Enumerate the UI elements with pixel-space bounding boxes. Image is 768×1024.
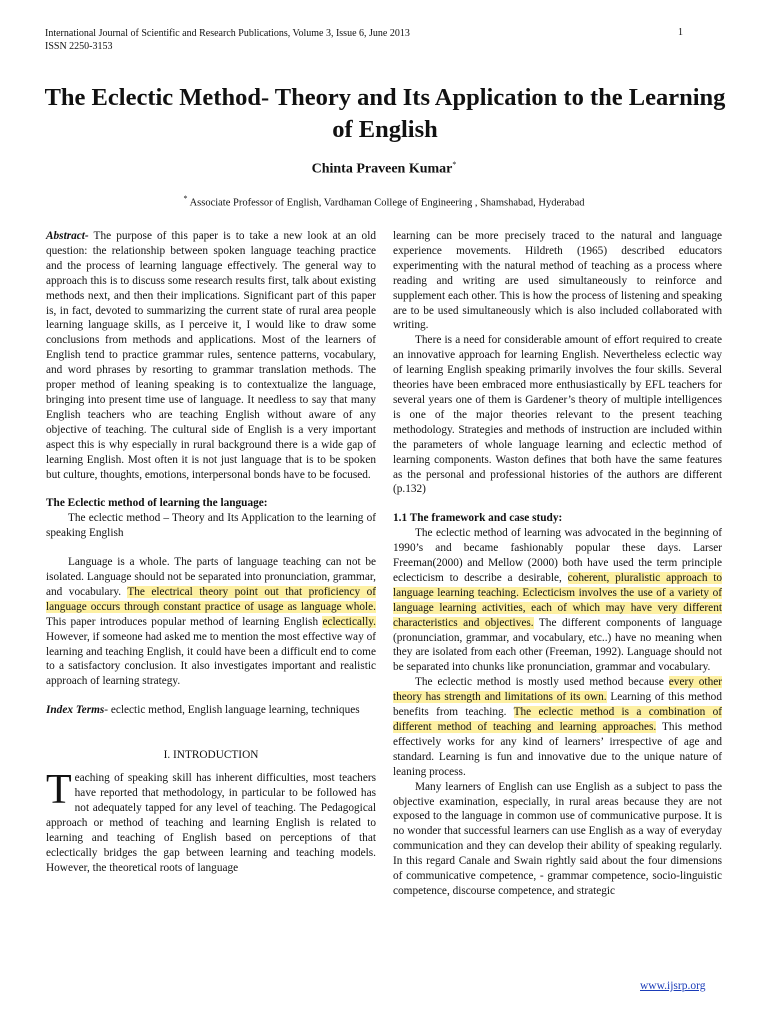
affiliation-footnote-mark: * [183, 194, 188, 203]
eclectic-heading: The Eclectic method of learning the language: [46, 497, 268, 510]
drop-cap: T [46, 767, 72, 814]
highlight-every-other-theory: every other theory has strength and limitations of its own. [393, 676, 722, 704]
author-name: Chinta Praveen Kumar [311, 161, 453, 177]
highlight-eclectically: eclectically. [322, 615, 376, 628]
introduction-text: Teaching of speaking skill has inherent difficulties, most teachers have reported that methodology, in particular to be followed has not adequately tapped for any level of teaching. The Pedagogical approach or method of teaching and learning English is related to learning and teaching of English based on perceptions of that eclectically bridges the gap between learning and teaching models. However, the theoretical roots of language [46, 767, 376, 874]
eclectic-para-1: The eclectic method – Theory and Its Application to the learning of speaking English [46, 512, 376, 540]
author-footnote-mark: * [452, 160, 457, 169]
left-column [46, 229, 376, 875]
journal-website-link[interactable]: www.ijsrp.org [640, 980, 706, 992]
introduction-heading: I. INTRODUCTION [163, 749, 259, 762]
affiliation-line [0, 194, 768, 209]
framework-para-2: The eclectic method is mostly used method because every other theory has strength and limitations of its own. Learning of this method benefits from teaching. The eclectic method is a combination of different method of teaching and learning approaches. This method effectively works for any kind of learners’ irrespective of age and standard. Learning is fun and innovative due to the unique nature of leaning process. [393, 676, 722, 778]
right-para-1: learning can be more precisely traced to the natural and language experience movements. Hildreth (1965) described educators experimenting with the natural method of teaching as a process where reading and writing are used simultaneously to reinforce and supplement each other. This is how the process of listening and speaking are to be used simultaneously which is also included collaborated with writing. [393, 230, 722, 332]
running-header [45, 27, 410, 53]
author-line [0, 160, 768, 178]
index-terms-text: - eclectic method, English language learning, techniques [104, 704, 360, 717]
index-terms-label: Index Terms [46, 704, 105, 717]
page-number: 1 [678, 27, 683, 38]
right-column [393, 229, 722, 899]
issn: ISSN 2250-3153 [45, 41, 113, 52]
highlight-coherent-pluralistic: coherent, pluralistic approach to language learning teaching. Eclecticism involves the use of a variety of language learning activities, each of which may have very different characteristics and objectives. [393, 571, 723, 629]
right-para-2: There is a need for considerable amount of effort required to create an innovative approach for learning English. Nevertheless eclectic way of learning English speaking primarily involves the four skills. Several theories have been embraced more enthusiastically by EFL teachers for several years one of them is Gardener’s theory of multiple intelligences is one of the major theories relevant to the present teaching methodology. Strategies and methods of instruction are included within the parameters of whole language learning and eclectic method of learning components. Waston defines that both have the same features as the personal and professional histories of the authors are different (p.132) [393, 334, 722, 496]
index-terms [46, 703, 376, 718]
journal-citation: International Journal of Scientific and Research Publications, Volume 3, Issue 6, June 2013 [45, 28, 410, 39]
abstract [46, 229, 376, 482]
highlight-electrical-theory: The electrical theory point out that proficiency of language occurs through constant practice of usage as language whole. [46, 585, 377, 613]
framework-para-1: The eclectic method of learning was advocated in the beginning of 1990’s and became fashionably popular these days. Larser Freeman(2000) and Mellow (2000) both have used the term principle eclecticism to describe a desirable, coherent, pluralistic approach to language learning teaching. Eclecticism involves the use of a variety of language learning activities, each of which may have very different characteristics and objectives. The different components of language (pronunciation, grammar, and vocabulary, etc..) have no meaning when they are isolated from each other (Freeman, 1992). Language should not be separated into chunks like pronunciation, grammar and vocabulary. [393, 527, 723, 674]
framework-para-3: Many learners of English can use English as a subject to pass the objective examination, especially, in rural areas because they are not exposed to the language in common use of communicative purpose. It is no wonder that successful learners can use English as a way of everyday communication and they can develop their ability of speaking regularly. In this regard Canale and Swain rightly said about the four dimensions of communicative competence, - grammar competence, socio-linguistic competence, discourse competence, and strategic [393, 780, 722, 897]
abstract-text: The purpose of this paper is to take a new look at an old question: the relationship between spoken language teaching practice and the process of learning language effectively. The general way to approach this is to discuss some research results first, talk about existing methods next, and then their implications. Significant part of this paper is, in fact, devoted to summarizing the current state of rural area people learning language skills, as I perceive it, I would like to draw some conclusions from methods and applications. Most of the learners of English tend to practice grammar rules, sentence patterns, vocabulary, and word phrases by resorting to grammar translation methods. The proper method of leaning speaking is to contextualize the language, bringing into present time use of language. It needless to say that many English teachers who are teaching English without aware of any objective of teaching. The cultural side of English is a very important aspect this is why especially in rural background there is a wide gap of learning English. Most often it is not just language that is to be spoken but culture, thoughts, emotions, interpersonal bonds have to be focused. [46, 230, 376, 481]
eclectic-para-2: Language is a whole. The parts of language teaching can not be isolated. Language should not be separated into pronunciation, grammar, and vocabulary. The electrical theory point out that proficiency of language occurs through constant practice of usage as language whole. This paper introduces popular method of learning English eclectically. However, if someone had asked me to mention the most effective way of learning and teaching English, it could have been a difficult end to come to a satisfactory conclusion. It also investigates important and realistic approach of learning strategy. [46, 556, 377, 688]
highlight-combination: The eclectic method is a combination of different method of teaching and learning approaches. [393, 706, 722, 733]
paper-title: The Eclectic Method- Theory and Its Application to the Learning of English [44, 84, 726, 143]
framework-heading: 1.1 The framework and case study: [393, 512, 563, 525]
affiliation: Associate Professor of English, Vardhaman College of Engineering , Shamshabad, Hyderabad [189, 197, 585, 209]
abstract-label: Abstract- [46, 230, 89, 242]
